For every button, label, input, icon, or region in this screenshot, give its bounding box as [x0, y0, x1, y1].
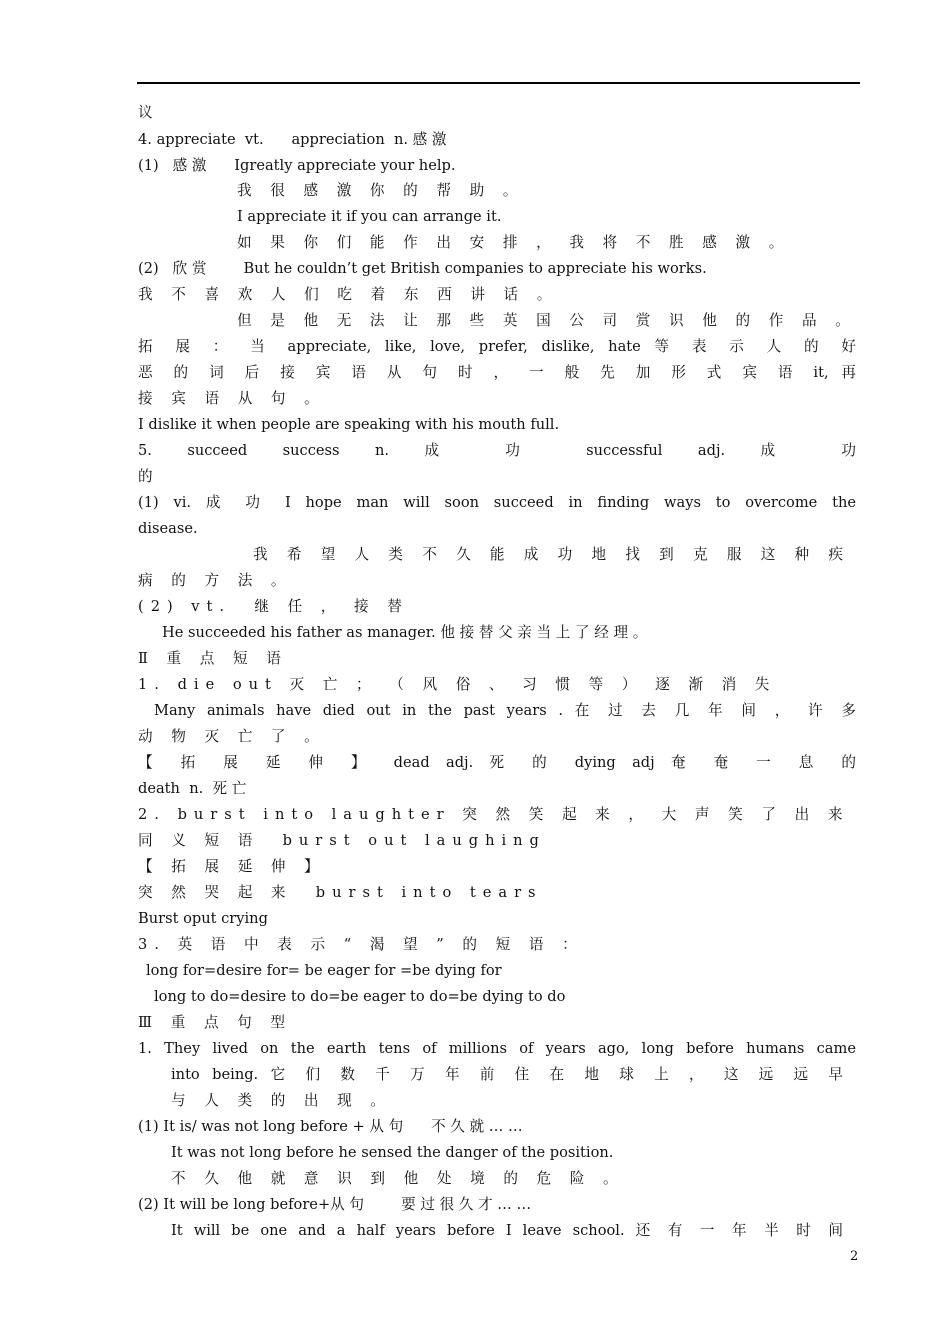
text-line: 的	[138, 468, 153, 485]
text-line: 如 果 你 们 能 作 出 安 排 ， 我 将 不 胜 感 激 。	[237, 234, 791, 251]
page-number: 2	[850, 1249, 859, 1264]
text-line: Ⅱ 重 点 短 语	[138, 650, 288, 667]
header-rule	[137, 82, 860, 84]
text-line: 【 拓 展 延 伸 】 dead adj. 死 的 dying adj 奄 奄 一 息 的	[138, 754, 856, 771]
text-line: 不 久 他 就 意 识 到 他 处 境 的 危 险 。	[171, 1170, 625, 1187]
text-line: 同 义 短 语 burst out laughing	[138, 832, 546, 849]
text-line: 4. appreciate vt. appreciation n. 感 激	[138, 131, 447, 148]
text-line: 2. burst into laughter 突 然 笑 起 来 ， 大 声 笑 了 出 来	[138, 806, 850, 823]
text-line: long for=desire for= be eager for =be dying for	[146, 962, 502, 979]
text-line: It will be one and a half years before I leave school. 还 有 一 年 半 时 间	[171, 1222, 843, 1239]
text-line: Burst oput crying	[138, 910, 268, 927]
text-line: He succeeded his father as manager. 他 接 替 父 亲 当 上 了 经 理 。	[162, 624, 648, 641]
text-line: (1) 感 激 Igreatly appreciate your help.	[138, 157, 456, 174]
text-line: 我 不 喜 欢 人 们 吃 着 东 西 讲 话 。	[138, 286, 559, 303]
text-line: (1) vi. 成 功 I hope man will soon succeed in finding ways to overcome the	[138, 494, 856, 511]
text-line: 议	[138, 104, 153, 121]
text-line: 【 拓 展 延 伸 】	[138, 858, 326, 875]
text-line: 1. die out 灭 亡 ； （ 风 俗 、 习 惯 等 ） 逐 渐 消 失	[138, 676, 777, 693]
text-line: 但 是 他 无 法 让 那 些 英 国 公 司 赏 识 他 的 作 品 。	[237, 312, 857, 329]
text-line: Many animals have died out in the past years . 在 过 去 几 年 间 ， 许 多	[154, 702, 856, 719]
text-line: 拓 展 ： 当 appreciate, like, love, prefer, dislike, hate 等 表 示 人 的 好	[138, 338, 856, 355]
text-line: (2) vt. 继 任 ， 接 替	[138, 598, 409, 615]
text-line: I appreciate it if you can arrange it.	[237, 208, 502, 225]
text-line: 1. They lived on the earth tens of millions of years ago, long before humans came	[138, 1040, 856, 1057]
text-line: 我 很 感 激 你 的 帮 助 。	[237, 182, 525, 199]
text-line: (1) It is/ was not long before + 从 句 不 久 就 … …	[138, 1118, 523, 1135]
text-line: 恶 的 词 后 接 宾 语 从 句 时 ， 一 般 先 加 形 式 宾 语 it, 再	[138, 364, 856, 381]
text-line: 动 物 灭 亡 了 。	[138, 728, 326, 745]
text-line: 突 然 哭 起 来 burst into tears	[138, 884, 543, 901]
text-line: (2) 欣 赏 But he couldn’t get British companies to appreciate his works.	[138, 260, 707, 277]
text-line: into being. 它 们 数 千 万 年 前 住 在 地 球 上 ， 这 远 远 早	[171, 1066, 843, 1083]
text-line: It was not long before he sensed the danger of the position.	[171, 1144, 614, 1161]
text-line: disease.	[138, 520, 198, 537]
text-line: 与 人 类 的 出 现 。	[171, 1092, 392, 1109]
text-line: (2) It will be long before+从 句 要 过 很 久 才 … …	[138, 1196, 532, 1213]
text-line: Ⅲ 重 点 句 型	[138, 1014, 293, 1031]
text-line: death n. 死 亡	[138, 780, 247, 797]
text-line: 3. 英 语 中 表 示 “ 渴 望 ” 的 短 语 ：	[138, 936, 584, 953]
text-line: 接 宾 语 从 句 。	[138, 390, 326, 407]
text-line: 5. succeed success n. 成 功 successful adj. 成 功	[138, 442, 856, 459]
text-line: 我 希 望 人 类 不 久 能 成 功 地 找 到 克 服 这 种 疾	[253, 546, 843, 563]
text-line: I dislike it when people are speaking with his mouth full.	[138, 416, 560, 433]
text-line: long to do=desire to do=be eager to do=be dying to do	[154, 988, 566, 1005]
text-line: 病 的 方 法 。	[138, 572, 293, 589]
